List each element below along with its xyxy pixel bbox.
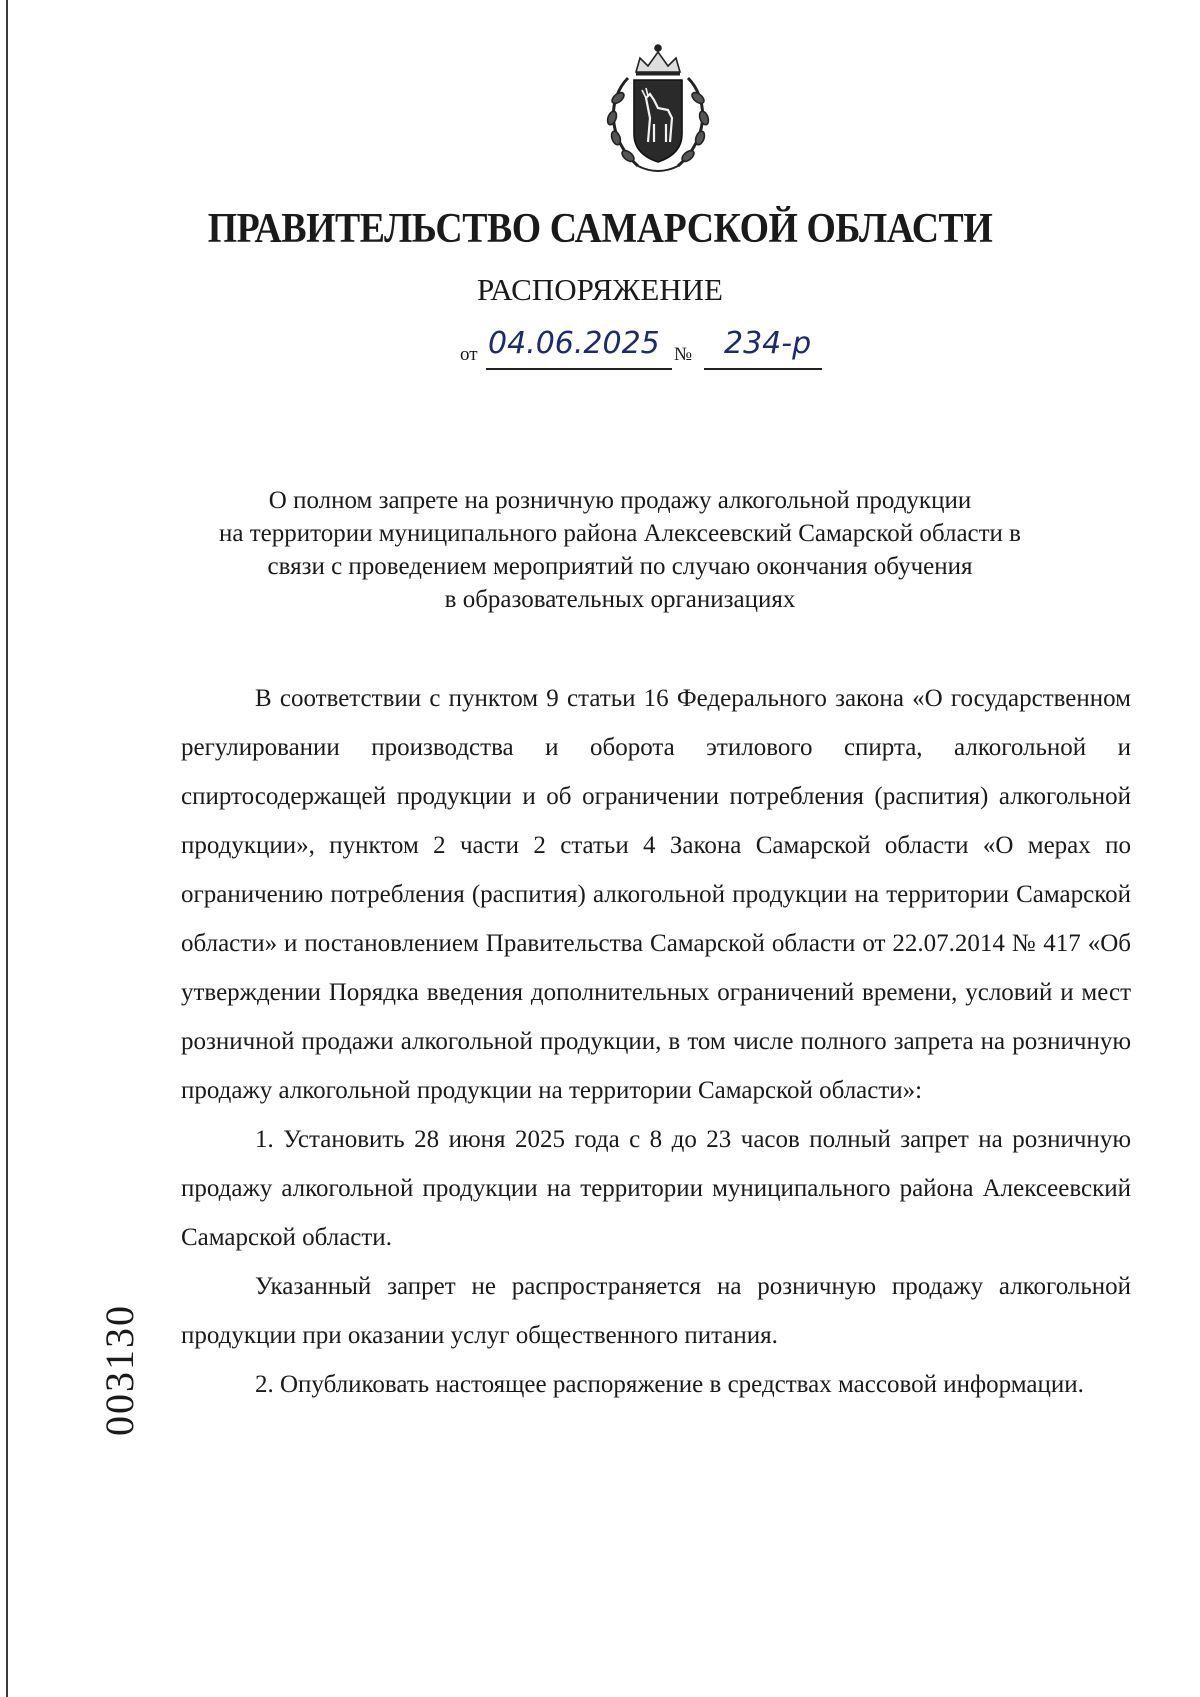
document-type: РАСПОРЯЖЕНИЕ bbox=[477, 272, 723, 307]
coat-of-arms-emblem bbox=[588, 38, 728, 180]
page-edge-line bbox=[6, 0, 8, 1697]
number-prefix: № bbox=[674, 344, 693, 365]
paragraph-item-1: 1. Установить 28 июня 2025 года с 8 до 23 часов полный запрет на розничную продажу алкогольной продукции на территории муниципального района Алексеевский Самарской области. bbox=[181, 1126, 1131, 1251]
number-underline bbox=[704, 368, 822, 370]
paragraph-exception: Указанный запрет не распространяется на розничную продажу алкогольной продукции при оказании услуг общественного питания. bbox=[181, 1273, 1131, 1349]
serial-number: 003130 bbox=[97, 1304, 142, 1436]
handwritten-number: 234-р bbox=[724, 326, 812, 361]
paragraph-preamble: В соответствии с пунктом 9 статьи 16 Федерального закона «О государственном регулировании производства и оборота этилового спирта, алкогольной и спиртосодержащей продукции и об ограничении потребления (распития) алкогольной продукции», пунктом 2 части 2 статьи 4 Закона Самарской области «О мерах по ограничению потребления (распития) алкогольной продукции на территории Самарской области» и постановлением Правительства Самарской области от 22.07.2014 № 417 «Об утверждении Порядка введения дополнительных ограничений времени, условий и мест розничной продажи алкогольной продукции, в том числе полного запрета на розничную продажу алкогольной продукции на территории Самарской области»: bbox=[181, 685, 1131, 1104]
subject-line: в образовательных организациях bbox=[444, 586, 796, 613]
date-number-line bbox=[460, 326, 900, 376]
document-subject bbox=[150, 484, 1090, 616]
government-title: ПРАВИТЕЛЬСТВО САМАРСКОЙ ОБЛАСТИ bbox=[207, 206, 993, 252]
date-prefix: от bbox=[460, 344, 478, 365]
date-underline bbox=[486, 368, 672, 370]
subject-line: связи с проведением мероприятий по случаю окончания обучения bbox=[267, 553, 973, 580]
subject-line: на территории муниципального района Алексеевский Самарской области в bbox=[219, 520, 1021, 547]
document-body bbox=[181, 674, 1131, 1409]
paragraph-item-2: 2. Опубликовать настоящее распоряжение в средствах массовой информации. bbox=[255, 1371, 1084, 1398]
handwritten-date: 04.06.2025 bbox=[488, 326, 660, 361]
subject-line: О полном запрете на розничную продажу алкогольной продукции bbox=[268, 487, 972, 514]
